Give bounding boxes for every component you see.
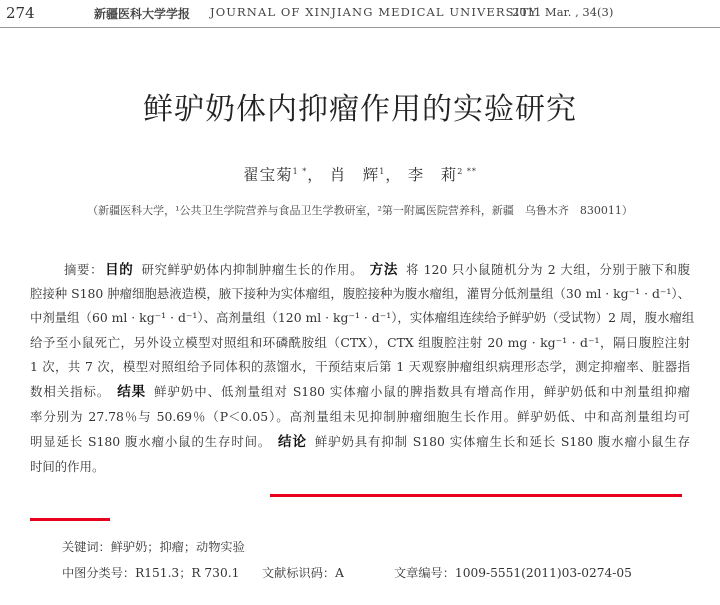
author-separator: ， xyxy=(385,166,402,184)
author-name: 李 莉 xyxy=(407,166,458,184)
running-header xyxy=(0,0,720,28)
keywords-label: 关键词： xyxy=(62,540,111,554)
methods-text: 数相关指标。 xyxy=(30,384,111,399)
page-number: 274 xyxy=(6,4,35,22)
abstract-line: 中剂量组（60 ml · kg⁻¹ · d⁻¹）、高剂量组（120 ml · kg⁻¹ · d⁻¹），实体瘤组连续给予鲜驴奶（受试物）2 周，腹水瘤组 xyxy=(30,310,695,325)
author-mark: 1 xyxy=(379,166,386,176)
journal-name-en: JOURNAL OF XINJIANG MEDICAL UNIVERSITY xyxy=(210,5,538,19)
results-label: 结果 xyxy=(117,384,147,400)
conclusion-underline xyxy=(270,494,682,497)
abstract-label: 摘要： xyxy=(64,262,104,277)
document-code: 文献标识码：A xyxy=(262,566,344,580)
objective-label: 目的 xyxy=(105,262,134,278)
journal-name-cn: 新疆医科大学学报 xyxy=(94,7,191,21)
author-list xyxy=(0,163,720,185)
abstract-line: 率分别为 27.78％与 50.69％（P＜0.05）。高剂量组未见抑制肿瘤细胞生长作用。鲜驴奶低、中和高剂量组均可 xyxy=(30,409,690,424)
abstract-line: 1 次，共 7 次，模型对照组给予同体积的蒸馏水，干预结束后第 1 天观察肿瘤组织病理形态学，测定抑瘤率、脏器指 xyxy=(30,359,690,374)
abstract-line xyxy=(30,430,690,454)
author-name: 肖 辉 xyxy=(329,166,380,184)
conclusion-underline xyxy=(30,518,110,521)
abstract-line: 给予至小鼠死亡，另外设立模型对照组和环磷酰胺组（CTX），CTX 组腹腔注射 20 mg · kg⁻¹ · d⁻¹，隔日腹腔注射 xyxy=(30,335,690,350)
keywords-items: 鲜驴奶；抑瘤；动物实验 xyxy=(110,540,245,554)
methods-label: 方法 xyxy=(369,262,399,278)
author-separator: ， xyxy=(307,166,324,184)
keywords xyxy=(62,538,245,555)
abstract-line xyxy=(64,258,690,282)
author-mark: 1 * xyxy=(292,166,308,176)
conclusion-label: 结论 xyxy=(278,434,307,450)
journal-issue: 2011 Mar. , 34(3) xyxy=(512,5,614,19)
article-title: 鲜驴奶体内抑瘤作用的实验研究 xyxy=(143,92,577,127)
abstract-line: 腔接种 S180 肿瘤细胞悬液造模，腋下接种为实体瘤组，腹腔接种为腹水瘤组，灌胃分低剂量组（30 ml · kg⁻¹ · d⁻¹）、 xyxy=(30,286,690,301)
article-number: 文章编号：1009-5551(2011)03-0274-05 xyxy=(394,566,632,580)
abstract-line: 时间的作用。 xyxy=(30,459,105,474)
results-text: 鲜驴奶中、低剂量组对 S180 实体瘤小鼠的脾指数具有增高作用，鲜驴奶低和中剂量组抑瘤 xyxy=(154,384,691,399)
author-name: 翟宝菊 xyxy=(243,166,293,184)
clc-number: 中图分类号：R151.3；R 730.1 xyxy=(62,566,240,580)
objective-text: 研究鲜驴奶体内抑制肿瘤生长的作用。 xyxy=(141,262,364,277)
results-text: 明显延长 S180 腹水瘤小鼠的生存时间。 xyxy=(30,434,272,449)
author-mark: 2 ** xyxy=(457,166,477,176)
methods-text: 将 120 只小鼠随机分为 2 大组，分别于腋下和腹 xyxy=(406,262,691,277)
abstract-line xyxy=(30,380,690,404)
header-rule xyxy=(0,27,720,28)
affiliation: （新疆医科大学，¹公共卫生学院营养与食品卫生学教研室，²第一附属医院营养科，新疆 乌鲁木齐 830011） xyxy=(87,204,633,217)
conclusion-text: 鲜驴奶具有抑制 S180 实体瘤生长和延长 S180 腹水瘤小鼠生存 xyxy=(314,434,691,449)
